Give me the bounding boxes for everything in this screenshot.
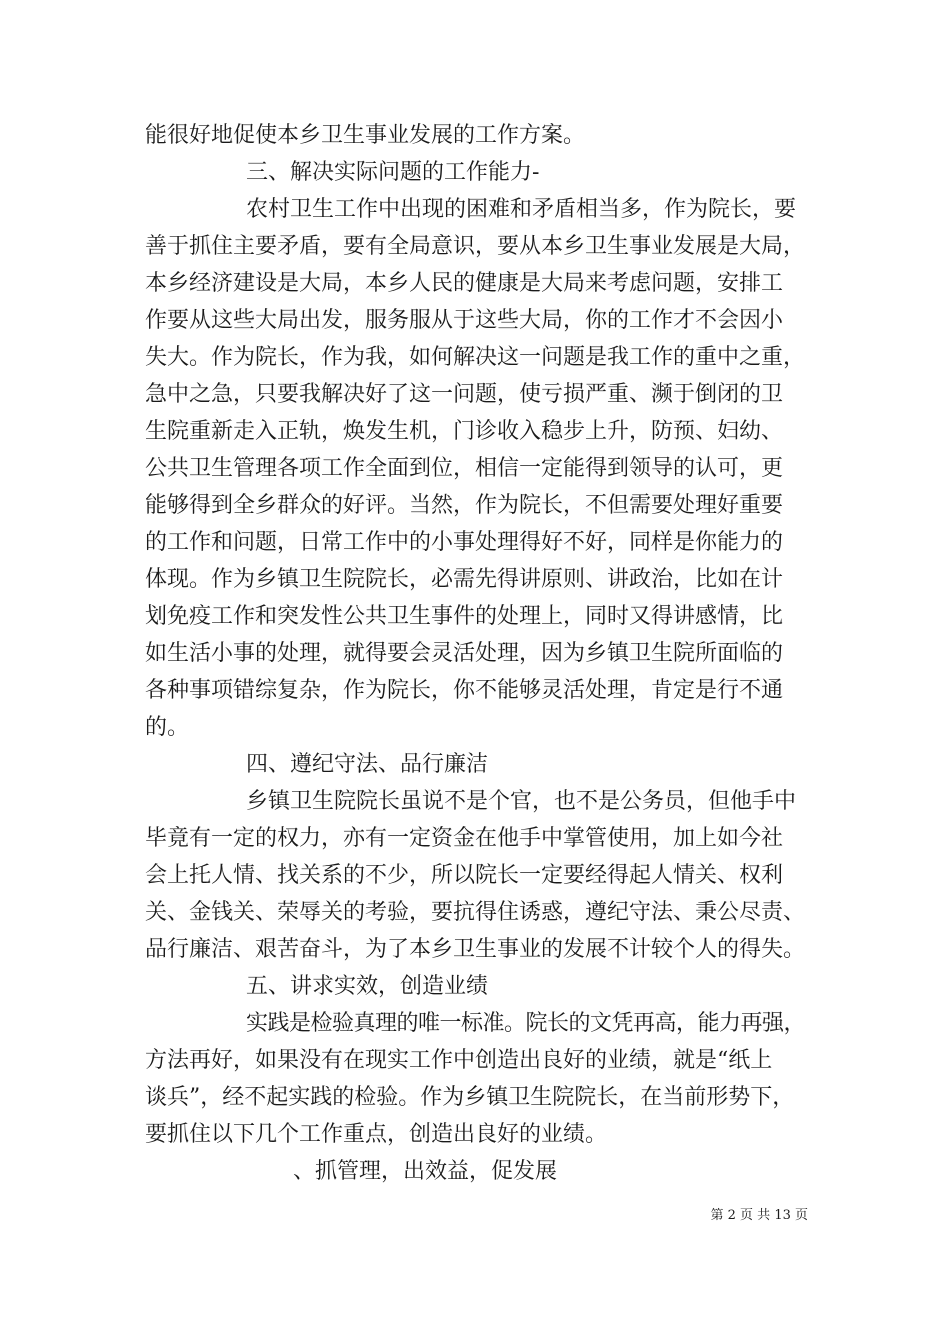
text-line: 的工作和问题，日常工作中的小事处理得好不好，同样是你能力的 xyxy=(145,530,784,555)
text-line: 会上托人情、找关系的不少，所以院长一定要经得起人情关、权利 xyxy=(145,863,784,888)
text-line: 要抓住以下几个工作重点，创造出良好的业绩。 xyxy=(145,1122,608,1147)
document-body xyxy=(145,117,810,1190)
text-line: 品行廉洁、艰苦奋斗，为了本乡卫生事业的发展不计较个人的得失。 xyxy=(145,937,806,962)
text-line: 的。 xyxy=(145,715,190,740)
text-line: 农村卫生工作中出现的困难和矛盾相当多，作为院长，要 xyxy=(246,197,797,222)
text-line: 、抓管理，出效益，促发展 xyxy=(293,1159,558,1184)
text-line: 作要从这些大局出发，服务服从于这些大局，你的工作才不会因小 xyxy=(145,308,784,333)
text-line: 能很好地促使本乡卫生事业发展的工作方案。 xyxy=(145,123,586,148)
text-line: 四、遵纪守法、品行廉洁 xyxy=(246,752,489,777)
text-line: 毕竟有一定的权力，亦有一定资金在他手中掌管使用，加上如今社 xyxy=(145,826,784,851)
text-line: 体现。作为乡镇卫生院院长，必需先得讲原则、讲政治，比如在计 xyxy=(145,567,784,592)
text-line: 能够得到全乡群众的好评。当然，作为院长，不但需要处理好重要 xyxy=(145,493,784,518)
text-line: 关、金钱关、荣辱关的考验，要抗得住诱惑，遵纪守法、秉公尽责、 xyxy=(145,900,806,925)
text-line: 失大。作为院长，作为我，如何解决这一问题是我工作的重中之重， xyxy=(145,345,806,370)
text-line: 乡镇卫生院院长虽说不是个官，也不是公务员，但他手中 xyxy=(246,789,797,814)
text-line: 善于抓住主要矛盾，要有全局意识，要从本乡卫生事业发展是大局， xyxy=(145,234,806,259)
text-line: 方法再好，如果没有在现实工作中创造出良好的业绩，就是“纸上 xyxy=(145,1048,773,1073)
text-line: 三、解决实际问题的工作能力- xyxy=(246,160,540,185)
text-line: 如生活小事的处理，就得要会灵活处理，因为乡镇卫生院所面临的 xyxy=(145,641,784,666)
text-line: 谈兵”，经不起实践的检验。作为乡镇卫生院院长，在当前形势下， xyxy=(145,1085,795,1110)
text-line: 急中之急，只要我解决好了这一问题，使亏损严重、濒于倒闭的卫 xyxy=(145,382,784,407)
text-line: 本乡经济建设是大局，本乡人民的健康是大局来考虑问题，安排工 xyxy=(145,271,784,296)
page-number-footer: 第 2 页 共 13 页 xyxy=(710,1208,808,1223)
text-line: 划免疫工作和突发性公共卫生事件的处理上，同时又得讲感情，比 xyxy=(145,604,784,629)
text-line: 公共卫生管理各项工作全面到位，相信一定能得到领导的认可，更 xyxy=(145,456,784,481)
text-line: 各种事项错综复杂，作为院长，你不能够灵活处理，肯定是行不通 xyxy=(145,678,784,703)
text-line: 五、讲求实效，创造业绩 xyxy=(246,974,489,999)
text-line: 生院重新走入正轨，焕发生机，门诊收入稳步上升，防预、妇幼、 xyxy=(145,419,784,444)
text-line: 实践是检验真理的唯一标准。院长的文凭再高，能力再强， xyxy=(246,1011,806,1036)
